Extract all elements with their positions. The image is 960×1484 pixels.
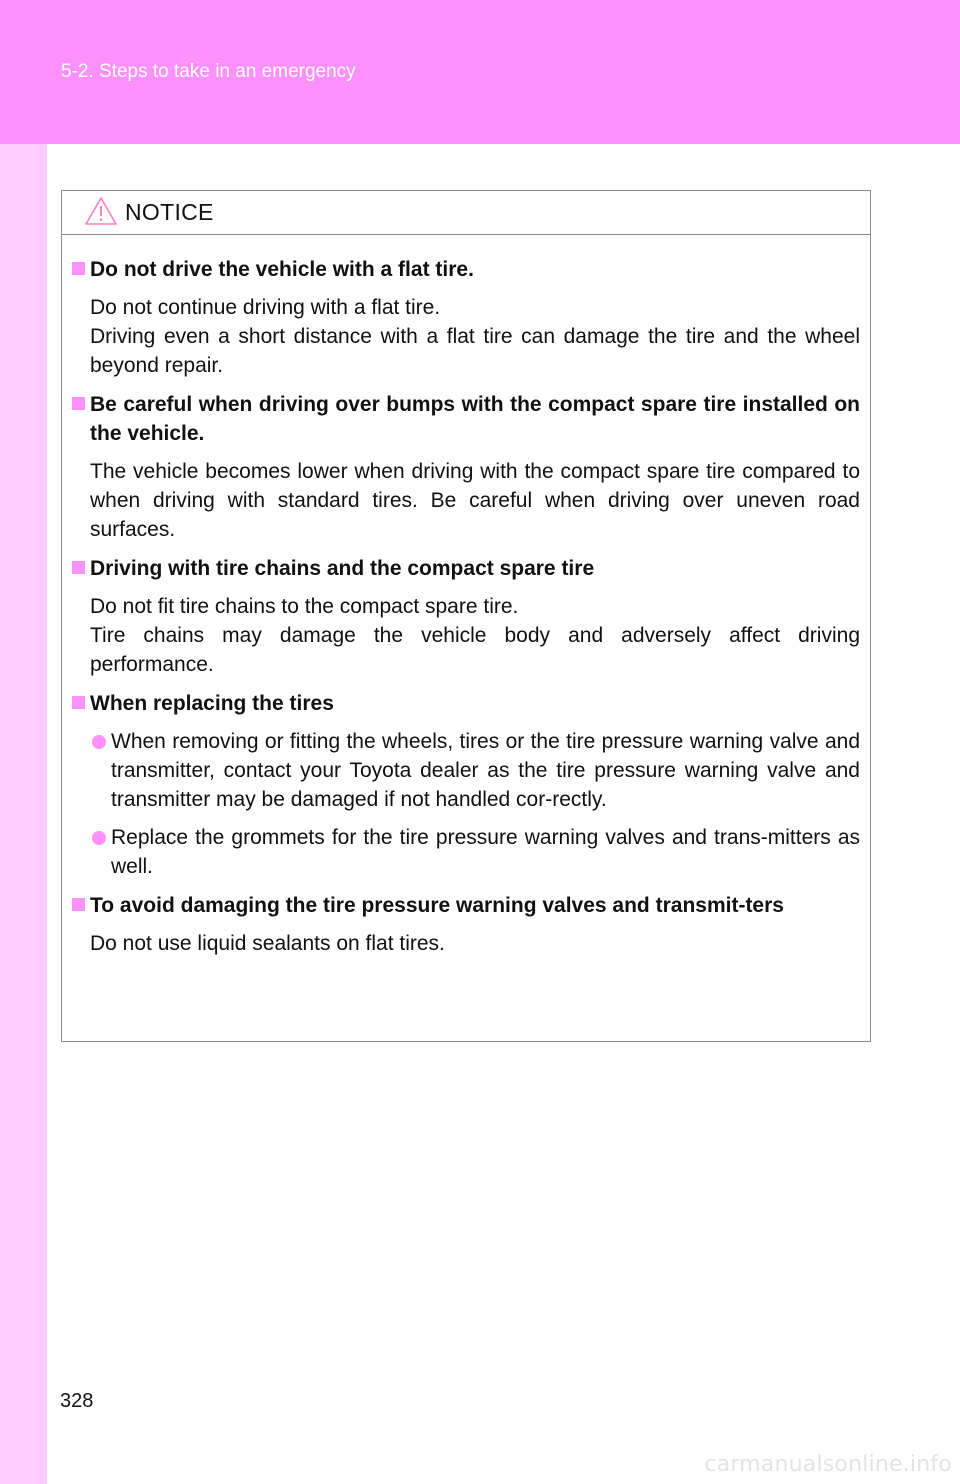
bullet-text: When removing or fitting the wheels, tires or the tire pressure warning valve and transmitter, contact your Toyota dealer as the tire pressure warning valve and transmitter may be damaged if not handled cor-rectly. <box>111 730 860 811</box>
notice-heading <box>72 255 860 284</box>
warning-triangle-icon <box>84 196 118 226</box>
heading-text: To avoid damaging the tire pressure warning valves and transmit-ters <box>90 894 784 917</box>
notice-paragraph: Driving even a short distance with a flat tire can damage the tire and the wheel beyond repair. <box>90 325 860 377</box>
notice-heading <box>72 390 860 448</box>
notice-heading <box>72 554 860 583</box>
notice-bullet-item <box>72 727 860 814</box>
notice-paragraph: Tire chains may damage the vehicle body and adversely affect driving performance. <box>90 624 860 676</box>
square-bullet-icon <box>72 898 85 911</box>
bullet-text: Replace the grommets for the tire pressure warning valves and trans-mitters as well. <box>111 826 860 878</box>
heading-text: Do not drive the vehicle with a flat tire. <box>90 258 474 281</box>
section-header: 5-2. Steps to take in an emergency <box>61 61 356 82</box>
heading-text: When replacing the tires <box>90 692 334 715</box>
heading-text: Driving with tire chains and the compact spare tire <box>90 557 595 580</box>
side-band <box>0 144 47 1484</box>
square-bullet-icon <box>72 262 85 275</box>
watermark: carmanualsonline.info <box>704 1452 952 1477</box>
notice-body <box>62 235 870 958</box>
notice-title: NOTICE <box>125 199 214 225</box>
notice-box <box>61 190 871 1042</box>
notice-heading <box>72 689 860 718</box>
square-bullet-icon <box>72 696 85 709</box>
heading-text: Be careful when driving over bumps with the compact spare tire installed on the vehicle. <box>90 393 860 445</box>
notice-paragraph: Do not use liquid sealants on flat tires. <box>90 932 445 955</box>
notice-paragraph: Do not fit tire chains to the compact spare tire. <box>90 595 519 618</box>
circle-bullet-icon <box>92 831 106 845</box>
square-bullet-icon <box>72 561 85 574</box>
circle-bullet-icon <box>92 735 106 749</box>
notice-header <box>62 191 870 235</box>
notice-heading <box>72 891 860 920</box>
notice-paragraph: Do not continue driving with a flat tire. <box>90 296 441 319</box>
page-number: 328 <box>60 1390 94 1412</box>
notice-paragraph: The vehicle becomes lower when driving with the compact spare tire compared to when driving with standard tires. Be careful when driving over uneven road surfaces. <box>90 460 860 541</box>
square-bullet-icon <box>72 397 85 410</box>
notice-bullet-item <box>72 823 860 881</box>
